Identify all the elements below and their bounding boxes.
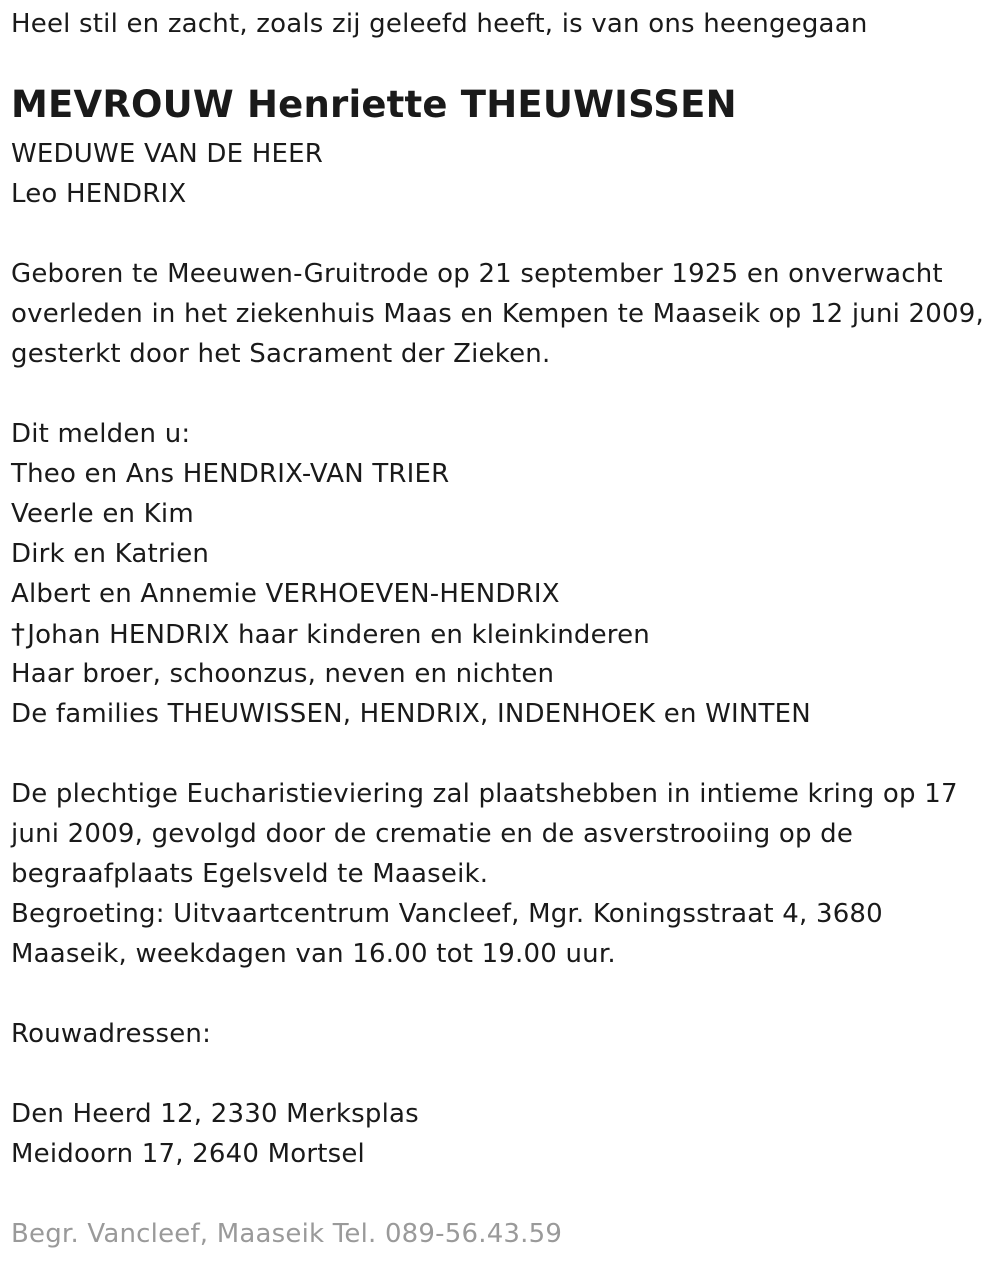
birth-death-line-1: Geboren te Meeuwen-Gruitrode op 21 september 1925 en onverwacht xyxy=(11,259,943,289)
ceremony-line-5: Maaseik, weekdagen van 16.00 tot 19.00 uur. xyxy=(11,939,616,969)
announcers-heading: Dit melden u: xyxy=(11,419,191,449)
announcer-item: Albert en Annemie VERHOEVEN-HENDRIX xyxy=(11,579,560,609)
relatives-line: Haar broer, schoonzus, neven en nichten xyxy=(11,659,555,689)
intro-line: Heel stil en zacht, zoals zij geleefd heeft, is van ons heengegaan xyxy=(11,9,868,39)
deceased-child-line xyxy=(11,614,650,654)
birth-death-line-2: overleden in het ziekenhuis Maas en Kempen te Maaseik op 12 juni 2009, xyxy=(11,299,984,329)
funeral-home-footer: Begr. Vancleef, Maaseik Tel. 089-56.43.59 xyxy=(11,1219,563,1249)
deceased-name: MEVROUW Henriette THEUWISSEN xyxy=(11,83,737,126)
families-line: De families THEUWISSEN, HENDRIX, INDENHOEK en WINTEN xyxy=(11,699,811,729)
ceremony-line-4: Begroeting: Uitvaartcentrum Vancleef, Mgr. Koningsstraat 4, 3680 xyxy=(11,899,883,929)
announcer-item: Veerle en Kim xyxy=(11,499,194,529)
addresses-heading: Rouwadressen: xyxy=(11,1019,212,1049)
announcer-item: Theo en Ans HENDRIX-VAN TRIER xyxy=(11,459,450,489)
birth-death-line-3: gesterkt door het Sacrament der Zieken. xyxy=(11,339,551,369)
ceremony-line-1: De plechtige Eucharistieviering zal plaatshebben in intieme kring op 17 xyxy=(11,779,958,809)
widow-of-line: WEDUWE VAN DE HEER xyxy=(11,139,323,169)
deceased-child-text: Johan HENDRIX haar kinderen en kleinkinderen xyxy=(27,620,650,650)
address-item: Meidoorn 17, 2640 Mortsel xyxy=(11,1139,365,1169)
cross-icon: † xyxy=(11,617,26,650)
address-item: Den Heerd 12, 2330 Merksplas xyxy=(11,1099,419,1129)
announcer-item: Dirk en Katrien xyxy=(11,539,210,569)
ceremony-line-2: juni 2009, gevolgd door de crematie en de asverstrooiing op de xyxy=(11,819,854,849)
husband-name: Leo HENDRIX xyxy=(11,179,187,209)
ceremony-line-3: begraafplaats Egelsveld te Maaseik. xyxy=(11,859,489,889)
